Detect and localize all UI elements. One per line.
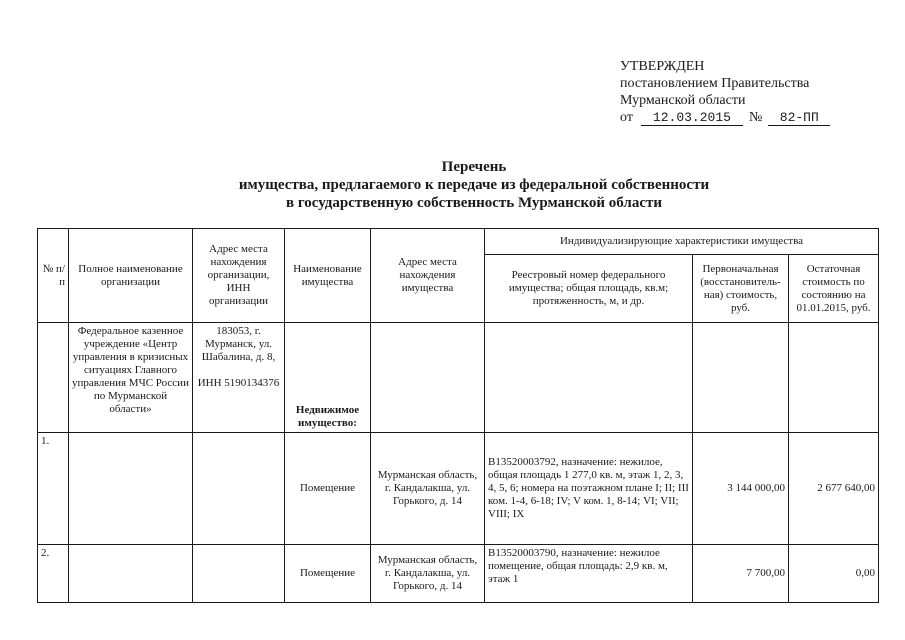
number-prefix: № xyxy=(748,110,763,125)
org-address-cell xyxy=(193,323,285,433)
header-org-name: Полное наименование организации xyxy=(69,229,193,323)
document-heading xyxy=(120,158,828,212)
approval-line-2: Мурманской области xyxy=(620,93,746,108)
approval-block xyxy=(620,58,890,126)
approval-title: УТВЕРЖДЕН xyxy=(620,59,705,74)
header-initial-cost: Первоначальная (восстановитель-ная) стоимость, руб. xyxy=(693,255,789,323)
row-residual-cost: 0,00 xyxy=(789,545,879,603)
approval-date: 12.03.2015 xyxy=(641,111,743,126)
heading-line-1: Перечень xyxy=(441,159,507,175)
header-characteristics: Индивидуализирующие характеристики имущества xyxy=(485,229,879,255)
row-empty-org-address xyxy=(193,433,285,545)
row-empty-org xyxy=(69,545,193,603)
header-num: № п/п xyxy=(38,229,69,323)
row-registry: В13520003790, назначение: нежилое помещение, общая площадь: 2,9 кв. м, этаж 1 xyxy=(485,545,693,603)
row-num: 1. xyxy=(38,433,69,545)
row-residual-cost: 2 677 640,00 xyxy=(789,433,879,545)
heading-line-2: имущества, предлагаемого к передаче из федеральной собственности xyxy=(238,177,710,193)
row-empty-org xyxy=(69,433,193,545)
approval-date-line xyxy=(620,109,890,126)
row-asset-address: Мурманская область, г. Кандалакша, ул. Горького, д. 14 xyxy=(371,545,485,603)
header-asset-name: Наименование имущества xyxy=(285,229,371,323)
row-initial-cost: 3 144 000,00 xyxy=(693,433,789,545)
row-asset-name: Помещение xyxy=(285,545,371,603)
org-inn: ИНН 5190134376 xyxy=(197,377,280,389)
org-empty-address xyxy=(371,323,485,433)
header-registry: Реестровый номер федерального имущества; общая площадь, кв.м; протяженность, м, и др. xyxy=(485,255,693,323)
org-address: 183053, г. Мурманск, ул. Шабалина, д. 8, xyxy=(201,325,276,363)
header-residual-cost: Остаточная стоимость по состоянию на 01.01.2015, руб. xyxy=(789,255,879,323)
header-org-address: Адрес места нахождения организации, ИНН организации xyxy=(193,229,285,323)
row-asset-address: Мурманская область, г. Кандалакша, ул. Горького, д. 14 xyxy=(371,433,485,545)
heading-line-3: в государственную собственность Мурманской области xyxy=(286,195,662,211)
org-empty-residual xyxy=(789,323,879,433)
row-initial-cost: 7 700,00 xyxy=(693,545,789,603)
row-empty-org-address xyxy=(193,545,285,603)
header-row-1 xyxy=(38,229,879,255)
org-num-cell xyxy=(38,323,69,433)
table-row xyxy=(38,545,879,603)
row-asset-name: Помещение xyxy=(285,433,371,545)
approval-line-1: постановлением Правительства xyxy=(620,76,810,91)
asset-category-cell: Недвижимое имущество: xyxy=(285,323,371,433)
header-asset-address: Адрес места нахождения имущества xyxy=(371,229,485,323)
row-num: 2. xyxy=(38,545,69,603)
org-empty-registry xyxy=(485,323,693,433)
org-empty-initial xyxy=(693,323,789,433)
org-name-cell: Федеральное казенное учреждение «Центр управления в кризисных ситуациях Главного управления МЧС России по Мурманской области» xyxy=(69,323,193,433)
date-prefix: от xyxy=(620,110,633,125)
approval-number: 82-ПП xyxy=(768,111,830,126)
row-registry: В13520003792, назначение: нежилое, общая площадь 1 277,0 кв. м, этаж 1, 2, 3, 4, 5, 6; номера на поэтажном плане I; II; III ком. 1-4, 6-18; IV; V ком. 1, 8-14; VI; VII; VIII; IX xyxy=(485,433,693,545)
org-row xyxy=(38,323,879,433)
property-table xyxy=(37,228,879,603)
table-row xyxy=(38,433,879,545)
